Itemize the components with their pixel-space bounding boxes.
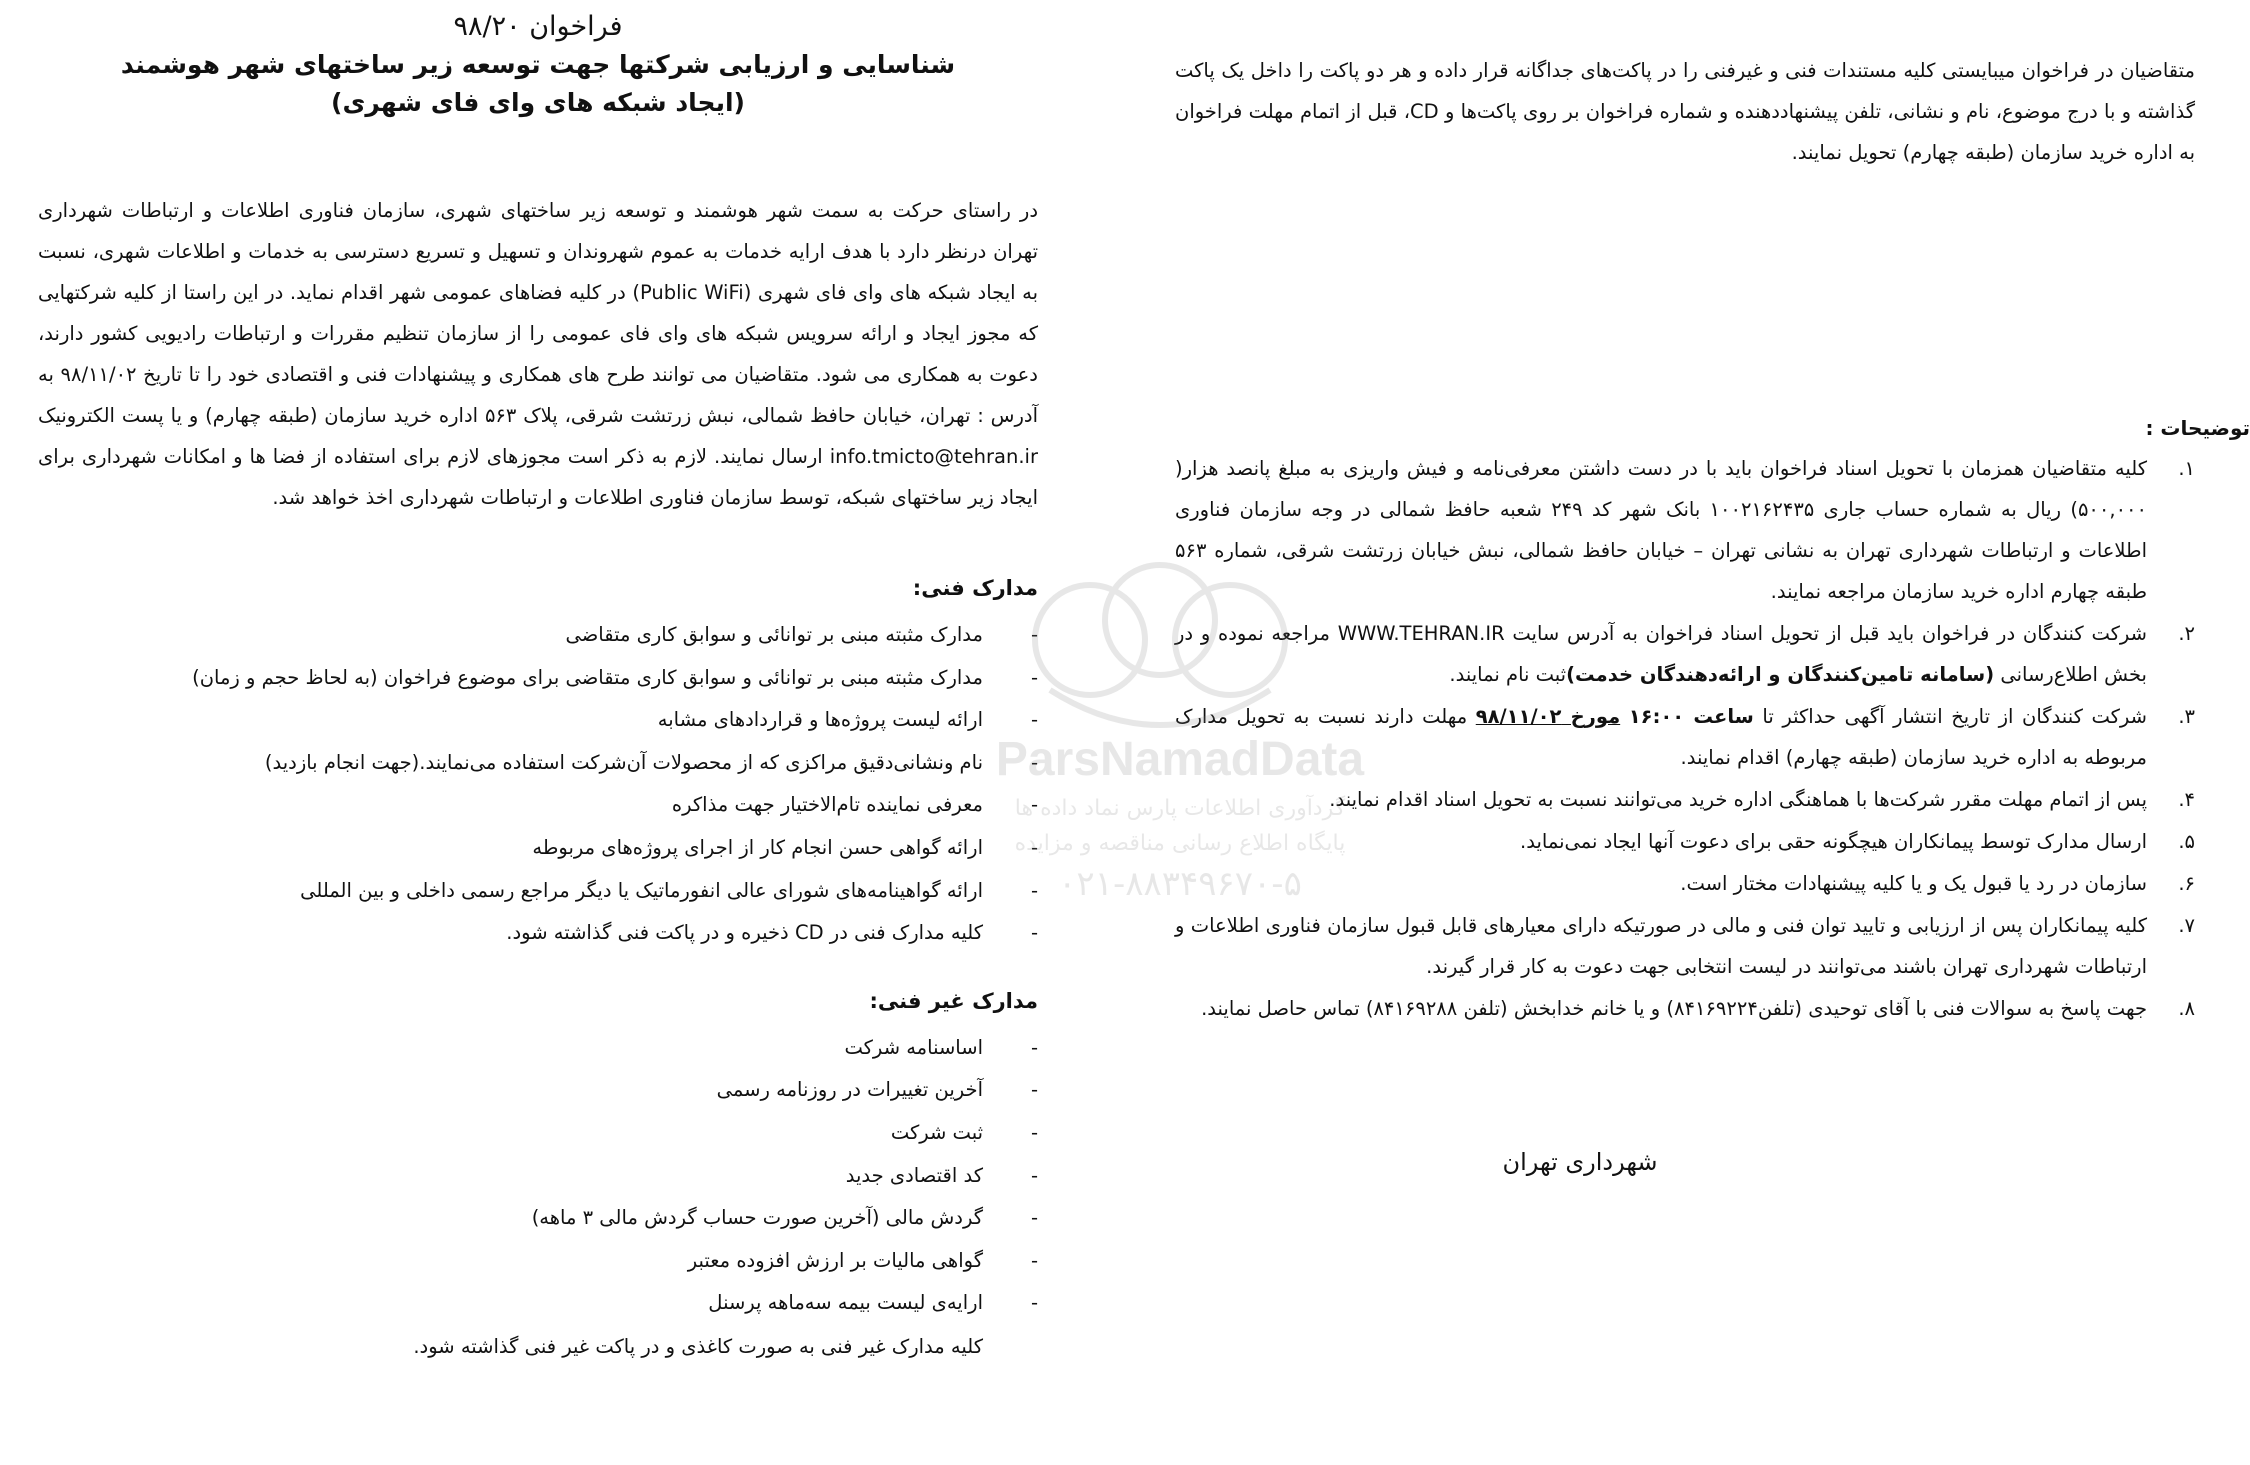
note-text: شرکت کنندگان در فراخوان باید قبل از تحویل اسناد فراخوان به آدرس سایت [1512,622,2147,645]
watermark-phone: ۰۲۱-۸۸۳۴۹۶۷۰-۵ [1058,864,1302,904]
note-text: ارسال مدارک توسط پیمانکاران هیچگونه حقی برای دعوت آنها ایجاد نمی‌نماید. [1520,830,2147,853]
list-item: - گردش مالی (آخرین صورت حساب گردش مالی ۳ ماهه) [38,1197,1038,1240]
list-item: - ارائه لیست پروژه‌ها و قراردادهای مشابه [38,699,1038,742]
intro-paragraph [38,190,1038,518]
nontechnical-docs-heading: مدارک غیر فنی: [869,988,1038,1013]
right-column [1175,50,2250,1030]
signature-tehran-municipality: شهرداری تهران [1502,1148,1658,1176]
note-text: سازمان در رد یا قبول یک و یا کلیه پیشنهادات مختار است. [1680,872,2147,895]
note-item-5 [1175,821,2195,862]
list-item: - آخرین تغییرات در روزنامه رسمی [38,1069,1038,1112]
intro-text-b: ارسال نمایند. لازم به ذکر است مجوزهای لازم برای استفاده از فضا ها و امکانات شهرداری برای ایجاد زیر ساختهای شبکه، توسط سازمان فناوری اطلاعات و ارتباطات شهرداری اخذ خواهد شد. [38,445,1038,509]
deadline-time: ساعت ۱۶:۰۰ [1628,705,1754,728]
note-number: ۵. [2178,830,2195,853]
list-item: - ثبت شرکت [38,1112,1038,1155]
intro-text-a: در راستای حرکت به سمت شهر هوشمند و توسعه زیر ساختهای شهری، سازمان فناوری اطلاعات و ارتباطات شهرداری تهران درنظر دارد با هدف ارایه خدمات به عموم شهروندان و تسهیل و تسریع دسترسی به خدمات و اطلاعات شهری، نسبت به ایجاد شبکه های وای فای شهری (Public WiFi) در کلیه فضاهای عمومی شهر اقدام نماید. در این راستا از کلیه شرکتهایی که مجوز ایجاد و ارائه سرویس شبکه های وای فای عمومی را از سازمان تنظیم مقررات و ارتباطات رادیویی کشور دارند، دعوت به همکاری می شود. متقاضیان می توانند طرح های همکاری و پیشنهادات فنی و اقتصادی خود را تا تاریخ ۹۸/۱۱/۰۲ به آدرس : تهران، خیابان حافظ شمالی، نبش زرتشت شرقی، پلاک ۵۶۳ اداره خرید سازمان (طبقه چهارم) و یا پست الکترونیک [38,199,1038,427]
nontechnical-docs-note: کلیه مدارک غیر فنی به صورت کاغذی و در پاکت غیر فنی گذاشته شود. [413,1334,983,1358]
list-item: - ارایه‌ی لیست بیمه سه‌ماهه پرسنل [38,1282,1038,1325]
left-column [38,8,1038,1367]
note-text: ثبت نام نمایند. [1449,663,1567,686]
list-item: - مدارک مثبته مبنی بر توانائی و سوابق کاری متقاضی برای موضوع فراخوان (به لحاظ حجم و زمان) [38,657,1038,700]
technical-docs-list [38,614,1038,955]
note-item-6 [1175,863,2195,904]
website-address: WWW.TEHRAN.IR [1337,622,1505,645]
note-number: ۱. [2178,457,2195,480]
technical-docs-heading: مدارک فنی: [912,576,1038,600]
list-item: - کلیه مدارک فنی در CD ذخیره و در پاکت فنی گذاشته شود. [38,912,1038,955]
note-item-7 [1175,905,2195,987]
note-number: ۷. [2178,914,2195,937]
call-subject-title: شناسایی و ارزیابی شرکتها جهت توسعه زیر ساختهای شهر هوشمند [120,50,956,79]
list-item: - کد اقتصادی جدید [38,1155,1038,1198]
note-number: ۲. [2178,622,2195,645]
list-item: - معرفی نماینده تام‌الاختیار جهت مذاکره [38,784,1038,827]
notes-list [1175,448,2195,1029]
list-item: - اساسنامه شرکت [38,1027,1038,1070]
nontechnical-docs-list [38,1027,1038,1325]
note-text: جهت پاسخ به سوالات فنی با آقای توحیدی (تلفن۸۴۱۶۹۲۲۴) و یا خانم خدابخش (تلفن ۸۴۱۶۹۲۸۸) تماس حاصل نمایند. [1201,997,2147,1020]
note-text: کلیه پیمانکاران پس از ارزیابی و تایید توان فنی و مالی در صورتیکه دارای معیارهای قابل قبول سازمان فناوری اطلاعات و ارتباطات شهرداری تهران باشند می‌توانند در لیست انتخابی جهت دعوت به کار قرار گیرند. [1175,914,2147,978]
list-item: - مدارک مثبته مبنی بر توانائی و سوابق کاری متقاضی [38,614,1038,657]
note-text: پس از اتمام مهلت مقرر شرکت‌ها با هماهنگی اداره خرید می‌توانند نسبت به تحویل اسناد اقدام نمایند. [1329,788,2147,811]
note-text: کلیه متقاضیان همزمان با تحویل اسناد فراخوان باید با در دست داشتن معرفی‌نامه و فیش واریزی به مبلغ پانصد هزار( ۵۰۰,۰۰۰) ریال به شماره حساب جاری ۱۰۰۲۱۶۲۴۳۵ بانک شهر کد ۲۴۹ شعبه حافظ شمالی در وجه سازمان فناوری اطلاعات و ارتباطات شهرداری تهران به نشانی تهران – خیابان حافظ شمالی، نبش خیابان زرتشت شرقی، شماره ۵۶۳ طبقه چهارم اداره خرید سازمان مراجعه نمایند. [1175,457,2147,603]
note-item-3 [1175,696,2195,778]
list-item: - نام ونشانی‌دقیق مراکزی که از محصولات آن‌شرکت استفاده می‌نمایند.(جهت انجام بازدید) [38,742,1038,785]
call-subtitle: (ایجاد شبکه های وای فای شهری) [331,88,745,117]
note-item-1 [1175,448,2195,612]
note-text: مهلت دارند نسبت به تحویل مدارک مربوطه به اداره خرید سازمان (طبقه چهارم) اقدام نمایند. [1175,705,2147,769]
note-text: مراجعه نموده و در بخش اطلاع‌رسانی [1175,622,2147,686]
list-item: - گواهی مالیات بر ارزش افزوده معتبر [38,1240,1038,1283]
watermark-line-1: گردآوری اطلاعات پارس نماد داده ها [1014,796,1346,821]
note-number: ۶. [2178,872,2195,895]
deadline-date: مورخ ۹۸/۱۱/۰۲ [1475,705,1621,728]
note-item-8 [1175,988,2195,1029]
note-item-2 [1175,613,2195,695]
submission-paragraph: متقاضیان در فراخوان میبایستی کلیه مستندات فنی و غیرفنی را در پاکت‌های جداگانه قرار داده و هر دو پاکت را داخل یک پاکت گذاشته و با درج موضوع، نام و نشانی، تلفن پیشنهاددهنده و شماره فراخوان بر روی پاکت‌ها و CD، قبل از اتمام مهلت فراخوان به اداره خرید سازمان (طبقه چهارم) تحویل نمایند. [1175,59,2195,164]
notes-heading: توضیحات : [2145,416,2250,440]
note-item-4 [1175,779,2195,820]
email-address: info.tmicto@tehran.ir [829,445,1038,468]
watermark-line-2: پایگاه اطلاع رسانی مناقصه و مزایده [1014,831,1346,856]
note-number: ۸. [2178,997,2195,1020]
note-bold-text: (سامانه تامین‌کنندگان و ارائه‌دهندگان خدمت) [1566,663,1995,686]
list-item: - ارائه گواهینامه‌های شورای عالی انفورماتیک یا دیگر مراجع رسمی داخلی و بین المللی [38,870,1038,913]
watermark-brand: ParsNamadData [995,733,1365,786]
call-number-title: فراخوان ۹۸/۲۰ [453,11,623,42]
list-item: - ارائه گواهی حسن انجام کار از اجرای پروژه‌های مربوطه [38,827,1038,870]
note-text: شرکت کنندگان از تاریخ انتشار آگهی حداکثر تا [1762,705,2147,728]
note-number: ۴. [2178,788,2195,811]
note-number: ۳. [2178,705,2195,728]
